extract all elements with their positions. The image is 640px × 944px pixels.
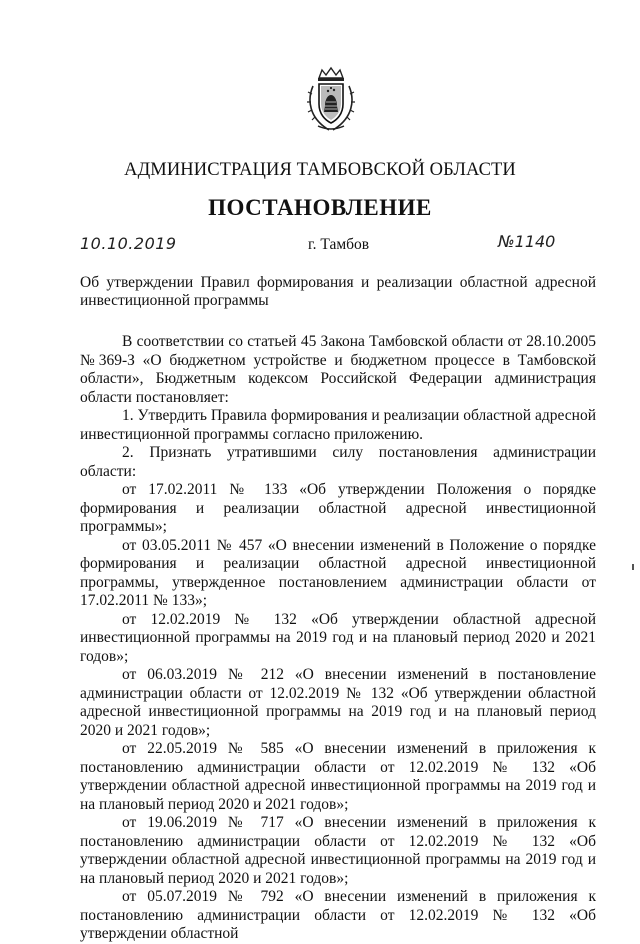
repealed-item: от 05.07.2019 № 792 «О внесении изменений в приложения к постановлению администрации области от 12.02.2019 № 132 «Об утверждении областной: [80, 888, 596, 942]
organization-name: АДМИНИСТРАЦИЯ ТАМБОВСКОЙ ОБЛАСТИ: [124, 160, 516, 180]
repealed-item: от 22.05.2019 № 585 «О внесении изменений в приложения к постановлению администрации области от 12.02.2019 № 132 «Об утверждении областной адресной инвестиционной программы на 2019 год и на плановый период 2020 и 2021 годов»;: [80, 740, 596, 813]
repealed-item: от 06.03.2019 № 212 «О внесении изменений в постановление администрации области от 12.02.2019 № 132 «Об утверждении областной адресной инвестиционной программы на 2019 год и на плановый период 2020 и 2021 годов»;: [80, 666, 596, 739]
document-city: г. Тамбов: [308, 236, 370, 253]
repealed-item: от 03.05.2011 № 457 «О внесении изменений в Положение о порядке формирования и реализации областной адресной инвестиционной программы, утвержденное постановлением администрации области от 17.02.2011 № 133»;: [80, 536, 596, 609]
document-type-title: ПОСТАНОВЛЕНИЕ: [208, 195, 432, 220]
repealed-item: от 12.02.2019 № 132 «Об утверждении областной адресной инвестиционной программы на 2019 год и на плановый период 2020 и 2021 годов»;: [80, 610, 596, 665]
document-body: [80, 333, 596, 944]
document-number: №1140: [498, 232, 556, 251]
preamble-paragraph: В соответствии со статьей 45 Закона Тамбовской области от 28.10.2005 №369-З «О бюджетном устройстве и бюджетном процессе в Тамбовской области», Бюджетным кодексом Российской Федерации администрация области постановляет:: [80, 333, 596, 406]
repealed-item: от 19.06.2019 № 717 «О внесении изменений в приложения к постановлению администрации области от 12.02.2019 № 132 «Об утверждении областной адресной инвестиционной программы на 2019 год и на плановый период 2020 и 2021 годов»;: [80, 814, 596, 887]
tambov-coat-of-arms-icon: [304, 66, 358, 134]
scan-mark: [632, 564, 634, 570]
clause-2-paragraph: 2. Признать утратившими силу постановления администрации области:: [80, 444, 596, 480]
document-subject: [80, 274, 596, 310]
clause-1-paragraph: 1. Утвердить Правила формирования и реализации областной адресной инвестиционной программы согласно приложению.: [80, 407, 596, 443]
subject-text: Об утверждении Правил формирования и реализации областной адресной инвестиционной программы: [80, 274, 596, 309]
document-date: 10.10.2019: [80, 234, 177, 253]
repealed-item: от 17.02.2011 № 133 «Об утверждении Положения о порядке формирования и реализации областной адресной инвестиционной программы»;: [80, 481, 596, 535]
